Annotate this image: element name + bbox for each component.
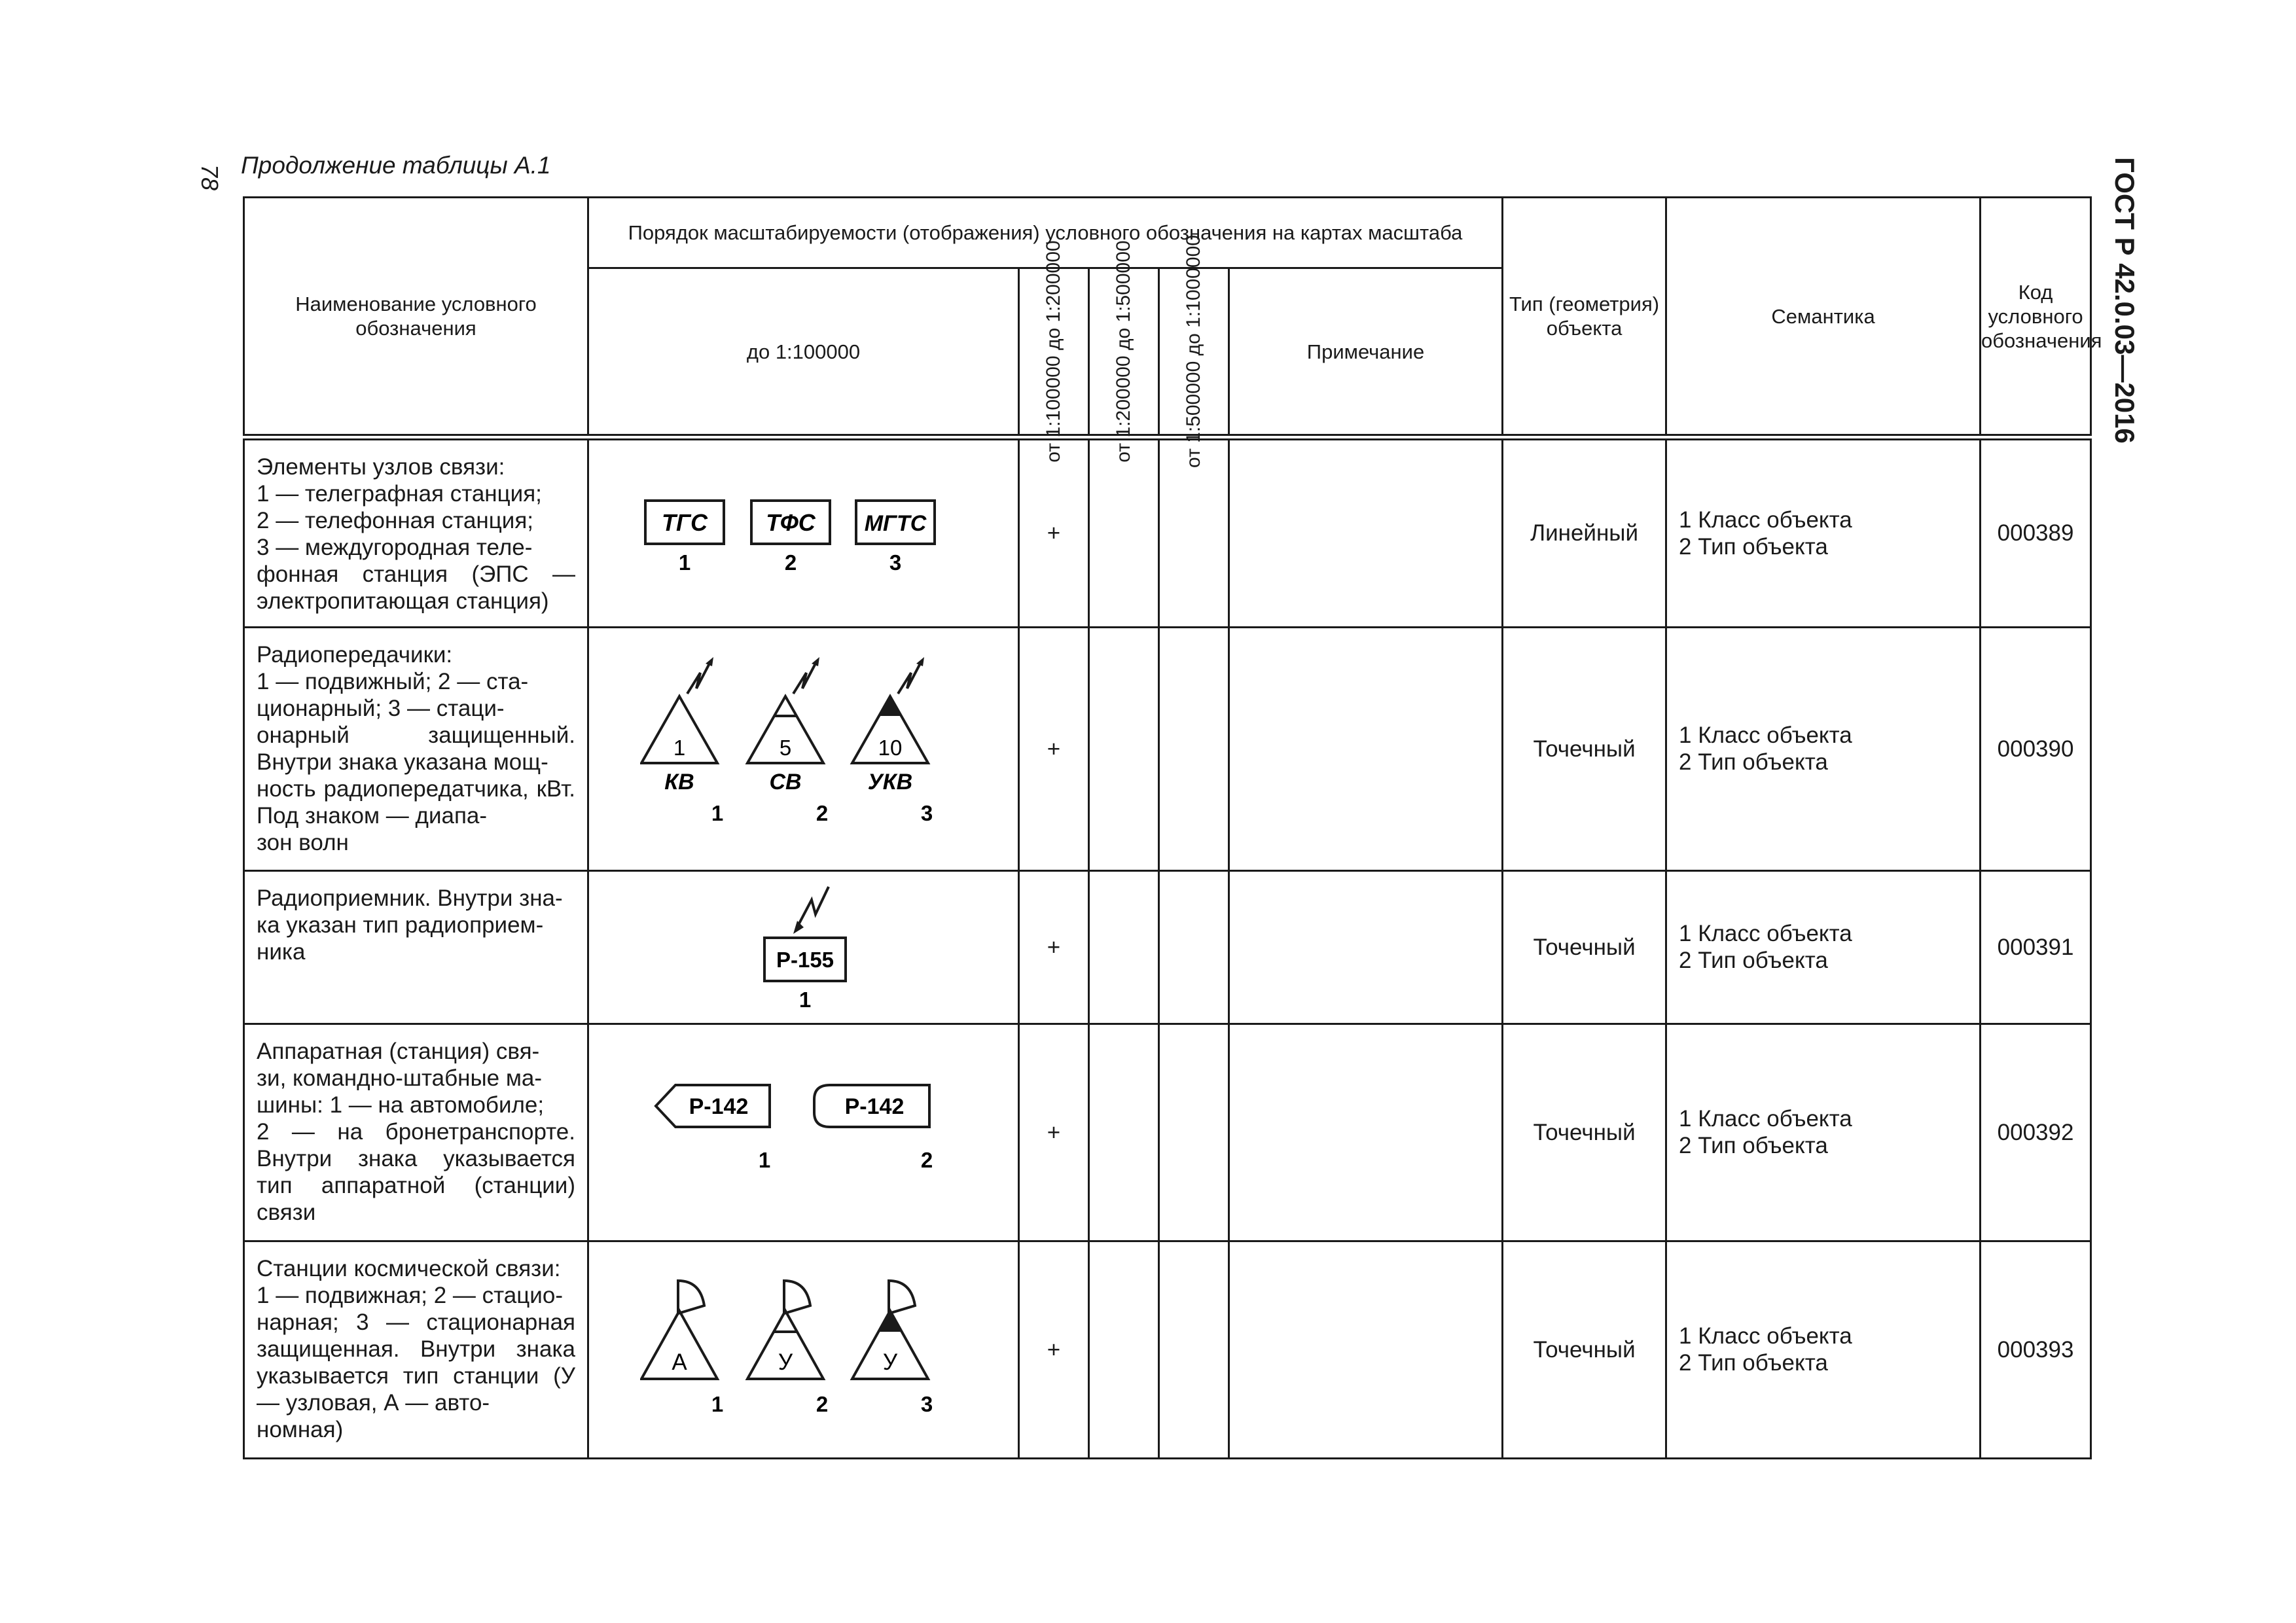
header-code: Код условного обозначения: [1981, 198, 2091, 438]
row-mark-scale-3: [1089, 1024, 1159, 1241]
table-row: [244, 870, 2091, 1024]
wave-band: КВ: [664, 770, 694, 794]
row-mark-scale-3: [1089, 437, 1159, 627]
header-scale-group: Порядок масштабируемости (отображения) условного обозначения на картах масштаба: [588, 198, 1503, 268]
dish-antenna-icon: [678, 1281, 704, 1313]
symbols-table: [243, 196, 2102, 1459]
lightning-icon: [898, 661, 922, 694]
page-number: 78: [196, 164, 224, 191]
symbol-number: 1: [758, 1148, 770, 1172]
row-name: Станции космической связи: 1 — подвижная; 2 — стацио- нарная; 3 — стационарная защищенная. Внутри знака указывается тип станции (У — узловая, А — авто- номная): [244, 1241, 588, 1458]
station-type: А: [671, 1349, 687, 1375]
row-mark-scale-4: [1159, 1241, 1229, 1458]
row-mark-scale-2: +: [1019, 1241, 1089, 1458]
wave-band: СВ: [768, 770, 802, 794]
semantic-item: 1 Класс объекта: [1679, 1323, 1852, 1349]
space-station-protected: [852, 1281, 933, 1416]
symbol-number: 3: [889, 550, 901, 575]
arrowhead-icon: [812, 657, 819, 666]
semantic-item: 2 Тип объекта: [1679, 533, 1828, 560]
row-semantics: [1666, 627, 1981, 870]
receiver-type: Р-155: [776, 948, 834, 972]
symbol-number: 2: [816, 801, 828, 825]
row-name: Радиопередачики: 1 — подвижный; 2 — ста- ционарный; 3 — стаци- онарный защищенный. Внутри знака указана мощ- ность радиопередатчика, кВт. Под знаком — диапа- зон волн: [244, 627, 588, 870]
space-station-stationary: [747, 1281, 828, 1416]
row-note: [1229, 1241, 1503, 1458]
wave-band: УКВ: [867, 770, 912, 794]
arrowhead-icon: [706, 657, 713, 666]
row-mark-scale-4: [1159, 627, 1229, 870]
row-note: [1229, 870, 1503, 1024]
semantic-item: 1 Класс объекта: [1679, 507, 1852, 533]
row-mark-scale-2: +: [1019, 437, 1089, 627]
radio-receiver-symbol: [738, 882, 869, 1012]
lightning-icon: [687, 661, 711, 694]
lightning-icon: [793, 661, 817, 694]
mgts-label: МГТС: [864, 510, 926, 536]
radio-transmitter-symbols: [640, 657, 967, 840]
space-station-symbols: [640, 1274, 967, 1425]
tgs-label: ТГС: [661, 508, 708, 536]
table-continuation-title: Продолжение таблицы А.1: [241, 152, 551, 179]
symbol-number: 2: [920, 1148, 933, 1172]
transmitter-power: 1: [673, 736, 685, 760]
row-symbol: [588, 627, 1019, 870]
row-name: Радиоприемник. Внутри зна- ка указан тип радиоприем- ника: [244, 870, 588, 1024]
symbol-number: 1: [711, 1392, 723, 1416]
tfs-label: ТФС: [765, 508, 816, 536]
row-mark-scale-3: [1089, 870, 1159, 1024]
standard-designation: ГОСТ Р 42.0.03—2016: [2109, 157, 2140, 444]
table-row: [244, 437, 2091, 627]
row-mark-scale-3: [1089, 1241, 1159, 1458]
command-vehicle-symbols: [653, 1080, 954, 1185]
protected-fill-icon: [878, 1311, 902, 1332]
arrowhead-icon: [916, 657, 924, 666]
row-name: Элементы узлов связи: 1 — телеграфная станция; 2 — телефонная станция; 3 — междугородная теле- фонная станция (ЭПС — электропитающая станция): [244, 437, 588, 627]
row-type: Точечный: [1503, 1024, 1666, 1241]
row-type: Точечный: [1503, 870, 1666, 1024]
header-scale-1: до 1:100000: [588, 268, 1019, 438]
header-scale-4-cell: [1159, 235, 1229, 468]
row-code: 000393: [1981, 1241, 2091, 1458]
row-mark-scale-4: [1159, 1024, 1229, 1241]
transmitter-protected: [852, 657, 933, 825]
header-note: Примечание: [1229, 268, 1503, 438]
telecom-node-symbols: [640, 488, 967, 579]
row-code: 000392: [1981, 1024, 2091, 1241]
station-type: У: [882, 1349, 897, 1375]
transmitter-power: 10: [878, 736, 902, 760]
space-station-mobile: [641, 1281, 723, 1416]
vehicle-type: Р-142: [844, 1094, 904, 1119]
protected-fill-icon: [879, 696, 901, 716]
header-scale-3: от 1:200000 до 1:500000: [1113, 240, 1134, 463]
row-symbol: [588, 870, 1019, 1024]
row-mark-scale-2: +: [1019, 870, 1089, 1024]
symbol-number: 3: [920, 801, 933, 825]
row-code: 000390: [1981, 627, 2091, 870]
row-mark-scale-2: +: [1019, 627, 1089, 870]
header-scale-2: от 1:100000 до 1:200000: [1043, 240, 1064, 463]
row-note: [1229, 1024, 1503, 1241]
row-code: 000389: [1981, 437, 2091, 627]
row-symbol: [588, 1024, 1019, 1241]
symbol-number: 2: [784, 550, 797, 575]
symbol-number: 2: [816, 1392, 828, 1416]
dish-antenna-icon: [889, 1281, 915, 1313]
header-type: Тип (геометрия) объекта: [1503, 198, 1666, 438]
dish-antenna-icon: [784, 1281, 810, 1313]
header-semantics: Семантика: [1666, 198, 1981, 438]
row-semantics: [1666, 870, 1981, 1024]
symbol-number: 3: [920, 1392, 933, 1416]
standard-designation-wrapper: [2108, 157, 2173, 471]
header-scale-2-cell: [1019, 240, 1089, 463]
row-note: [1229, 627, 1503, 870]
row-code: 000391: [1981, 870, 2091, 1024]
row-note: [1229, 437, 1503, 627]
table-row: [244, 627, 2091, 870]
station-type: У: [778, 1349, 793, 1375]
header-scale-4: от 1:500000 до 1:1000000: [1183, 235, 1204, 468]
row-semantics: [1666, 437, 1981, 627]
header-scale-3-cell: [1089, 240, 1159, 463]
row-mark-scale-2: +: [1019, 1024, 1089, 1241]
semantic-item: 2 Тип объекта: [1679, 948, 1828, 973]
header-name: Наименование условного обозначения: [244, 198, 588, 438]
row-type: Линейный: [1503, 437, 1666, 627]
semantic-item: 2 Тип объекта: [1679, 749, 1828, 775]
row-type: Точечный: [1503, 1241, 1666, 1458]
lightning-icon: [798, 887, 829, 925]
semantic-item: 2 Тип объекта: [1679, 1350, 1828, 1376]
row-symbol: [588, 437, 1019, 627]
row-symbol: [588, 1241, 1019, 1458]
symbol-number: 1: [711, 801, 723, 825]
transmitter-power: 5: [779, 736, 791, 760]
row-type: Точечный: [1503, 627, 1666, 870]
row-mark-scale-3: [1089, 627, 1159, 870]
arrowhead-icon: [793, 921, 804, 934]
transmitter-mobile: [641, 657, 723, 825]
symbol-number: 1: [798, 988, 811, 1012]
transmitter-stationary: [747, 657, 828, 825]
row-semantics: [1666, 1241, 1981, 1458]
row-mark-scale-4: [1159, 870, 1229, 1024]
table-row: [244, 1241, 2091, 1458]
semantic-item: 1 Класс объекта: [1679, 1106, 1852, 1132]
semantic-item: 1 Класс объекта: [1679, 921, 1852, 946]
semantic-item: 1 Класс объекта: [1679, 722, 1852, 748]
vehicle-type: Р-142: [689, 1094, 748, 1119]
semantic-item: 2 Тип объекта: [1679, 1133, 1828, 1158]
table-row: [244, 1024, 2091, 1241]
symbol-number: 1: [678, 550, 691, 575]
header-row-top: [244, 198, 2091, 268]
row-semantics: [1666, 1024, 1981, 1241]
row-name: Аппаратная (станция) свя- зи, командно-штабные ма- шины: 1 — на автомобиле; 2 — на бронетранспорте. Внутри знака указывается тип аппаратной (станции) связи: [244, 1024, 588, 1241]
